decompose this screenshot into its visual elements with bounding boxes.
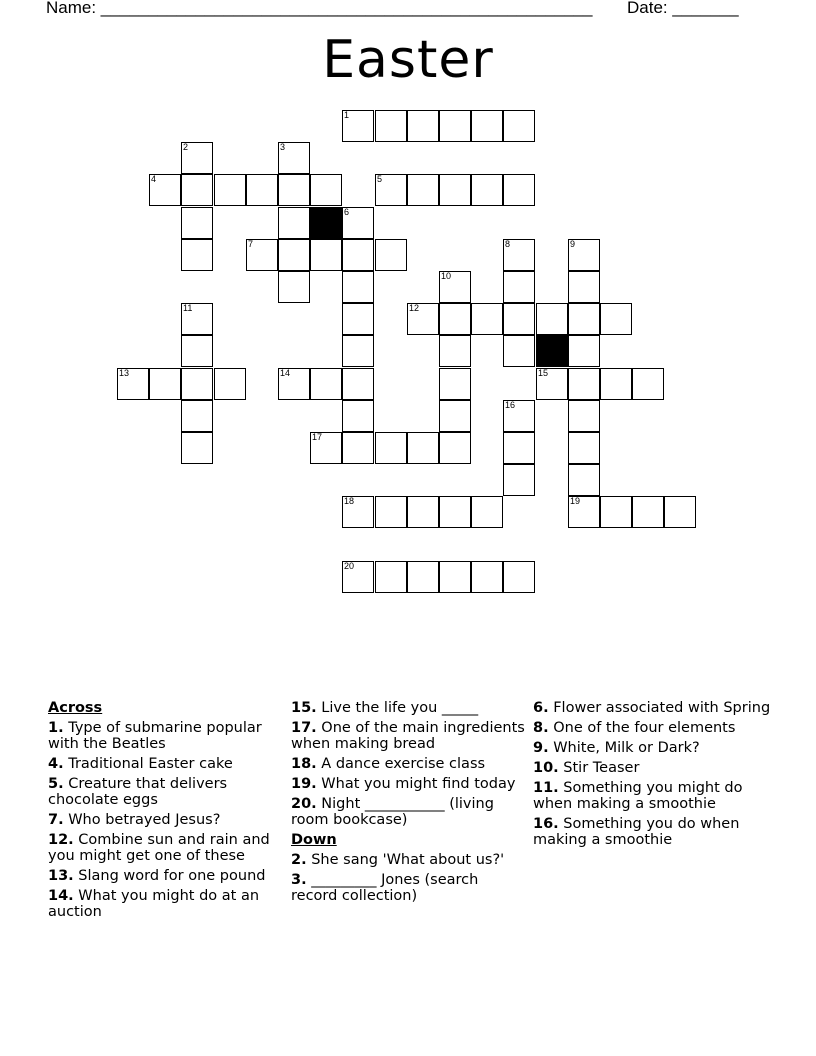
grid-cell[interactable]: [181, 432, 213, 464]
grid-cell[interactable]: [536, 303, 568, 335]
grid-cell[interactable]: [503, 110, 535, 142]
grid-cell[interactable]: [439, 561, 471, 593]
grid-cell[interactable]: [471, 496, 503, 528]
clue-down-9: 9. White, Milk or Dark?: [533, 740, 700, 756]
across-heading: Across: [48, 700, 103, 716]
grid-cell[interactable]: [342, 207, 374, 239]
grid-cell[interactable]: [503, 432, 535, 464]
cell-number: 10: [441, 271, 452, 281]
grid-cell[interactable]: [181, 207, 213, 239]
cell-number: 15: [538, 368, 549, 378]
down-heading: Down: [291, 832, 337, 848]
grid-cell[interactable]: [375, 110, 407, 142]
grid-cell[interactable]: [664, 496, 696, 528]
grid-cell[interactable]: [503, 239, 535, 271]
grid-cell[interactable]: [568, 400, 600, 432]
grid-cell[interactable]: [568, 496, 600, 528]
grid-cell[interactable]: [439, 110, 471, 142]
grid-cell[interactable]: [278, 207, 310, 239]
grid-cell[interactable]: [407, 174, 439, 206]
clue-down-6: 6. Flower associated with Spring: [533, 700, 771, 716]
grid-cell[interactable]: [149, 368, 181, 400]
grid-cell[interactable]: [568, 239, 600, 271]
grid-cell[interactable]: [375, 561, 407, 593]
clues-column-1: [48, 700, 278, 924]
grid-cell[interactable]: [278, 142, 310, 174]
grid-cell[interactable]: [342, 561, 374, 593]
grid-cell[interactable]: [503, 400, 535, 432]
grid-cell[interactable]: [439, 335, 471, 367]
grid-cell[interactable]: [246, 174, 278, 206]
date-field-label: Date: _______: [627, 0, 739, 17]
clue-across-15: 15. Live the life you _____: [291, 700, 479, 716]
clue-across-7: 7. Who betrayed Jesus?: [48, 812, 221, 828]
grid-cell[interactable]: [342, 303, 374, 335]
clue-across-4: 4. Traditional Easter cake: [48, 756, 233, 772]
grid-cell[interactable]: [310, 174, 342, 206]
grid-block: [310, 207, 342, 239]
grid-cell[interactable]: [278, 271, 310, 303]
grid-block: [536, 335, 568, 367]
grid-cell[interactable]: [278, 239, 310, 271]
grid-cell[interactable]: [471, 303, 503, 335]
cell-number: 6: [344, 207, 350, 217]
grid-cell[interactable]: [600, 496, 632, 528]
cell-number: 18: [344, 496, 355, 506]
name-field-label: Name: ____________________________________________________: [46, 0, 593, 17]
grid-cell[interactable]: [600, 368, 632, 400]
clue-across-18: 18. A dance exercise class: [291, 756, 486, 772]
grid-cell[interactable]: [632, 368, 664, 400]
grid-cell[interactable]: [568, 303, 600, 335]
grid-cell[interactable]: [117, 368, 149, 400]
cell-number: 13: [119, 368, 130, 378]
clue-down-16: 16. Something you do when making a smoothie: [533, 816, 740, 848]
clue-across-19: 19. What you might find today: [291, 776, 516, 792]
grid-cell[interactable]: [310, 368, 342, 400]
grid-cell[interactable]: [342, 368, 374, 400]
grid-cell[interactable]: [407, 561, 439, 593]
clues-column-3: [533, 700, 773, 852]
grid-cell[interactable]: [471, 561, 503, 593]
grid-cell[interactable]: [375, 432, 407, 464]
cell-number: 8: [505, 239, 511, 249]
grid-cell[interactable]: [310, 239, 342, 271]
grid-cell[interactable]: [407, 110, 439, 142]
grid-cell[interactable]: [439, 303, 471, 335]
grid-cell[interactable]: [342, 335, 374, 367]
grid-cell[interactable]: [375, 174, 407, 206]
grid-cell[interactable]: [214, 368, 246, 400]
clue-across-13: 13. Slang word for one pound: [48, 868, 266, 884]
grid-cell[interactable]: [439, 174, 471, 206]
clue-down-10: 10. Stir Teaser: [533, 760, 640, 776]
cell-number: 16: [505, 400, 516, 410]
grid-cell[interactable]: [181, 303, 213, 335]
cell-number: 11: [183, 303, 193, 313]
grid-cell[interactable]: [278, 174, 310, 206]
grid-cell[interactable]: [407, 303, 439, 335]
clue-down-11: 11. Something you might do when making a smoothie: [533, 780, 743, 812]
grid-cell[interactable]: [278, 368, 310, 400]
cell-number: 20: [344, 561, 355, 571]
grid-cell[interactable]: [503, 271, 535, 303]
grid-cell[interactable]: [568, 368, 600, 400]
grid-cell[interactable]: [181, 142, 213, 174]
clue-down-8: 8. One of the four elements: [533, 720, 736, 736]
grid-cell[interactable]: [568, 271, 600, 303]
grid-cell[interactable]: [342, 432, 374, 464]
grid-cell[interactable]: [310, 432, 342, 464]
grid-cell[interactable]: [375, 496, 407, 528]
grid-cell[interactable]: [342, 110, 374, 142]
clues-column-2: [291, 700, 529, 908]
clue-across-17: 17. One of the main ingredients when making bread: [291, 720, 525, 752]
grid-cell[interactable]: [471, 110, 503, 142]
grid-cell[interactable]: [568, 335, 600, 367]
grid-cell[interactable]: [246, 239, 278, 271]
grid-cell[interactable]: [503, 464, 535, 496]
grid-cell[interactable]: [149, 174, 181, 206]
clue-across-14: 14. What you might do at an auction: [48, 888, 260, 920]
grid-cell[interactable]: [342, 239, 374, 271]
clue-down-2: 2. She sang 'What about us?': [291, 852, 505, 868]
cell-number: 9: [570, 239, 576, 249]
grid-cell[interactable]: [375, 239, 407, 271]
grid-cell[interactable]: [181, 368, 213, 400]
grid-cell[interactable]: [600, 303, 632, 335]
page-title: Easter: [322, 30, 494, 90]
grid-cell[interactable]: [632, 496, 664, 528]
grid-cell[interactable]: [181, 335, 213, 367]
grid-cell[interactable]: [568, 464, 600, 496]
cell-number: 7: [248, 239, 254, 249]
grid-cell[interactable]: [181, 239, 213, 271]
grid-cell[interactable]: [471, 174, 503, 206]
clue-across-20: 20. Night ___________ (living room bookcase): [291, 796, 494, 828]
grid-cell[interactable]: [342, 400, 374, 432]
grid-cell[interactable]: [439, 368, 471, 400]
cell-number: 3: [280, 142, 286, 152]
grid-cell[interactable]: [342, 271, 374, 303]
clue-across-12: 12. Combine sun and rain and you might get one of these: [48, 832, 270, 864]
grid-cell[interactable]: [503, 174, 535, 206]
clue-down-3: 3. _________ Jones (search record collection): [291, 872, 479, 904]
grid-cell[interactable]: [407, 432, 439, 464]
cell-number: 19: [570, 496, 581, 506]
grid-cell[interactable]: [568, 432, 600, 464]
grid-cell[interactable]: [439, 271, 471, 303]
grid-cell[interactable]: [181, 400, 213, 432]
cell-number: 14: [280, 368, 291, 378]
grid-cell[interactable]: [439, 496, 471, 528]
cell-number: 17: [312, 432, 323, 442]
cell-number: 5: [377, 174, 383, 184]
grid-cell[interactable]: [214, 174, 246, 206]
grid-cell[interactable]: [536, 368, 568, 400]
cell-number: 4: [151, 174, 157, 184]
clue-across-1: 1. Type of submarine popular with the Beatles: [48, 720, 262, 752]
grid-cell[interactable]: [342, 496, 374, 528]
grid-cell[interactable]: [503, 561, 535, 593]
grid-cell[interactable]: [439, 432, 471, 464]
grid-cell[interactable]: [439, 400, 471, 432]
grid-cell[interactable]: [503, 303, 535, 335]
grid-cell[interactable]: [407, 496, 439, 528]
cell-number: 1: [344, 110, 350, 120]
clue-across-5: 5. Creature that delivers chocolate eggs: [48, 776, 228, 808]
cell-number: 12: [409, 303, 420, 313]
grid-cell[interactable]: [503, 335, 535, 367]
grid-cell[interactable]: [181, 174, 213, 206]
cell-number: 2: [183, 142, 189, 152]
